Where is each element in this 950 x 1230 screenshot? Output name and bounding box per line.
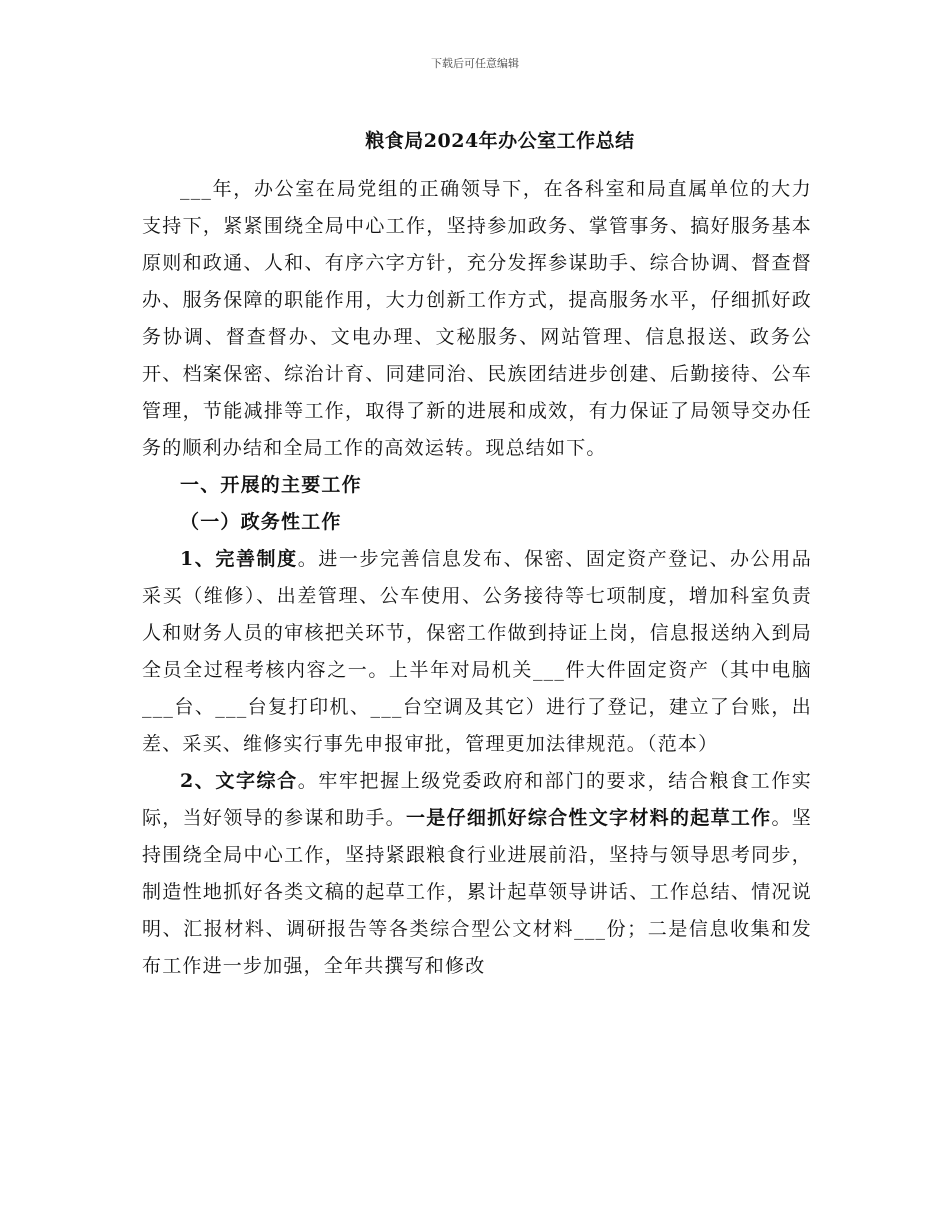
item-2-text-1: 。牢牢把握上级党委政府和部门的要求，结合粮食工作实际，当好领导的参谋和助手。	[142, 770, 812, 829]
item-1-paragraph	[142, 541, 812, 763]
section-heading-1: 一、开展的主要工作	[180, 474, 362, 496]
intro-paragraph: ___年，办公室在局党组的正确领导下，在各科室和局直属单位的大力支持下，紧紧围绕全局中心工作，坚持参加政务、掌管事务、搞好服务基本原则和政通、人和、有序六字方针，充分发挥参谋助手、综合协调、督查督办、服务保障的职能作用，大力创新工作方式，提高服务水平，仔细抓好政务协调、督查督办、文电办理、文秘服务、网站管理、信息报送、政务公开、档案保密、综治计育、同建同治、民族团结进步创建、后勤接待、公车管理，节能减排等工作，取得了新的进展和成效，有力保证了局领导交办任务的顺利办结和全局工作的高效运转。现总结如下。	[142, 178, 812, 459]
document-body	[142, 171, 812, 985]
item-1-lead: 1、完善制度	[180, 548, 298, 570]
document-title: 粮食局2024年办公室工作总结	[365, 130, 635, 152]
item-2-lead: 2、文字综合	[180, 770, 298, 792]
item-1-text: 。进一步完善信息发布、保密、固定资产登记、办公用品采买（维修）、出差管理、公车使用、公务接待等七项制度，增加科室负责人和财务人员的审核把关环节，保密工作做到持证上岗，信息报送纳入到局全员全过程考核内容之一。上半年对局机关___件大件固定资产（其中电脑___台、___台复打印机、___台空调及其它）进行了登记，建立了台账，出差、采买、维修实行事先申报审批，管理更加法律规范。（范本）	[142, 548, 812, 755]
subsection-heading-1: （一）政务性工作	[180, 511, 342, 533]
header-note: 下载后可任意编辑	[431, 57, 519, 70]
item-2-paragraph	[142, 763, 812, 985]
item-2-text-2: 。坚持围绕全局中心工作，坚持紧跟粮食行业进展前沿，坚持与领导思考同步，制造性地抓好各类文稿的起草工作，累计起草领导讲话、工作总结、情况说明、汇报材料、调研报告等各类综合型公文材料___份；二是信息收集和发布工作进一步加强，全年共撰写和修改	[142, 807, 812, 977]
item-2-bold-phrase: 一是仔细抓好综合性文字材料的起草工作	[405, 807, 772, 829]
